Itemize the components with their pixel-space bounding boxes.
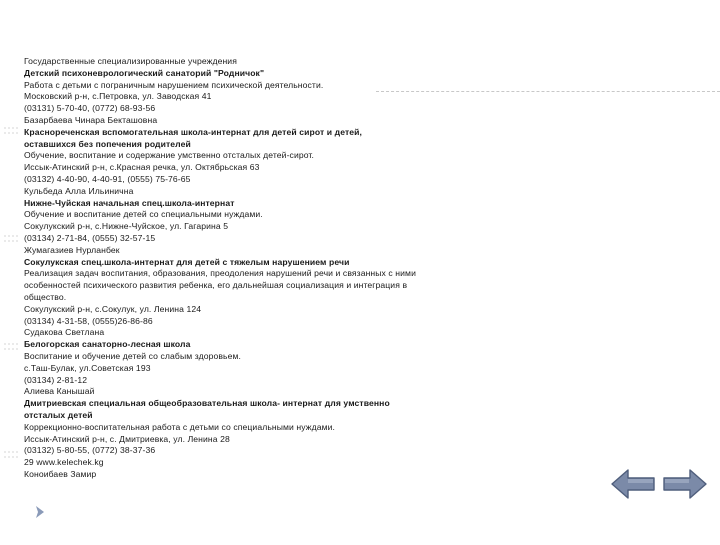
text-line: с.Таш-Булак, ул.Советская 193 [24, 362, 151, 373]
text-line: Сокулукский р-н, с.Сокулук, ул. Ленина 124 [24, 303, 202, 314]
text-line: отсталых детей [24, 409, 93, 420]
text-line: особенностей психического развития ребенка, его дальнейшая социализация и интеграция в [24, 280, 408, 291]
double-arrow-left-right-icon[interactable] [610, 468, 708, 500]
left-margin-marks [0, 0, 22, 540]
text-line: Сокулукский р-н, с.Нижне-Чуйское, ул. Гагарина 5 [24, 221, 229, 232]
text-line: Дмитриевская специальная общеобразовательная школа- интернат для умственно [24, 398, 390, 409]
text-line: 29 www.kelechek.kg [24, 457, 104, 468]
arrow-bullet-icon [34, 505, 46, 519]
text-line: (03132) 5-80-55, (0772) 38-37-36 [24, 445, 156, 456]
text-line: Судакова Светлана [24, 327, 105, 338]
text-line: Работа с детьми с пограничным нарушением психической деятельности. [24, 79, 324, 90]
text-line: (03132) 4-40-90, 4-40-91, (0555) 75-76-65 [24, 173, 191, 184]
text-line: Обучение, воспитание и содержание умственно отсталых детей-сирот. [24, 150, 314, 161]
text-line: Коноибаев Замир [24, 468, 97, 479]
text-line: Алиева Канышай [24, 386, 95, 397]
text-line: Московский р-н, с.Петровка, ул. Заводская 41 [24, 91, 212, 102]
text-line: Краснореченская вспомогательная школа-интернат для детей сирот и детей, [24, 126, 363, 137]
text-line: (03134) 2-71-84, (0555) 32-57-15 [24, 232, 156, 243]
text-line: Жумагазиев Нурланбек [24, 244, 120, 255]
text-line: оставшихся без попечения родителей [24, 138, 191, 149]
text-line: Нижне-Чуйская начальная спец.школа-интернат [24, 197, 235, 208]
text-line: Обучение и воспитание детей со специальными нуждами. [24, 209, 263, 220]
text-line: (03134) 4-31-58, (0555)26-86-86 [24, 315, 153, 326]
text-line: Сокулукская спец.школа-интернат для детей с тяжелым нарушением речи [24, 256, 350, 267]
text-line: Коррекционно-воспитательная работа с детьми со специальными нуждами. [24, 421, 335, 432]
text-line: общество. [24, 291, 67, 302]
text-line: Кульбеда Алла Ильинична [24, 185, 134, 196]
text-line: Государственные специализированные учреждения [24, 56, 237, 66]
text-line: Иссык-Атинский р-н, с. Дмитриевка, ул. Ленина 28 [24, 433, 230, 444]
text-line: Реализация задач воспитания, образования, преодоления нарушений речи и связанных с ними [24, 268, 416, 279]
text-line: (03131) 5-70-40, (0772) 68-93-56 [24, 103, 156, 114]
text-line: Детский психоневрологический санаторий "Родничок" [24, 67, 265, 78]
text-line: Иссык-Атинский р-н, с.Красная речка, ул. Октябрьская 63 [24, 162, 260, 173]
text-line: Белогорская санаторно-лесная школа [24, 339, 191, 350]
text-line: (03134) 2-81-12 [24, 374, 88, 385]
text-line: Базарбаева Чинара Бекташовна [24, 114, 158, 125]
institution-list [24, 56, 494, 481]
text-line: Воспитание и обучение детей со слабым здоровьем. [24, 350, 241, 361]
